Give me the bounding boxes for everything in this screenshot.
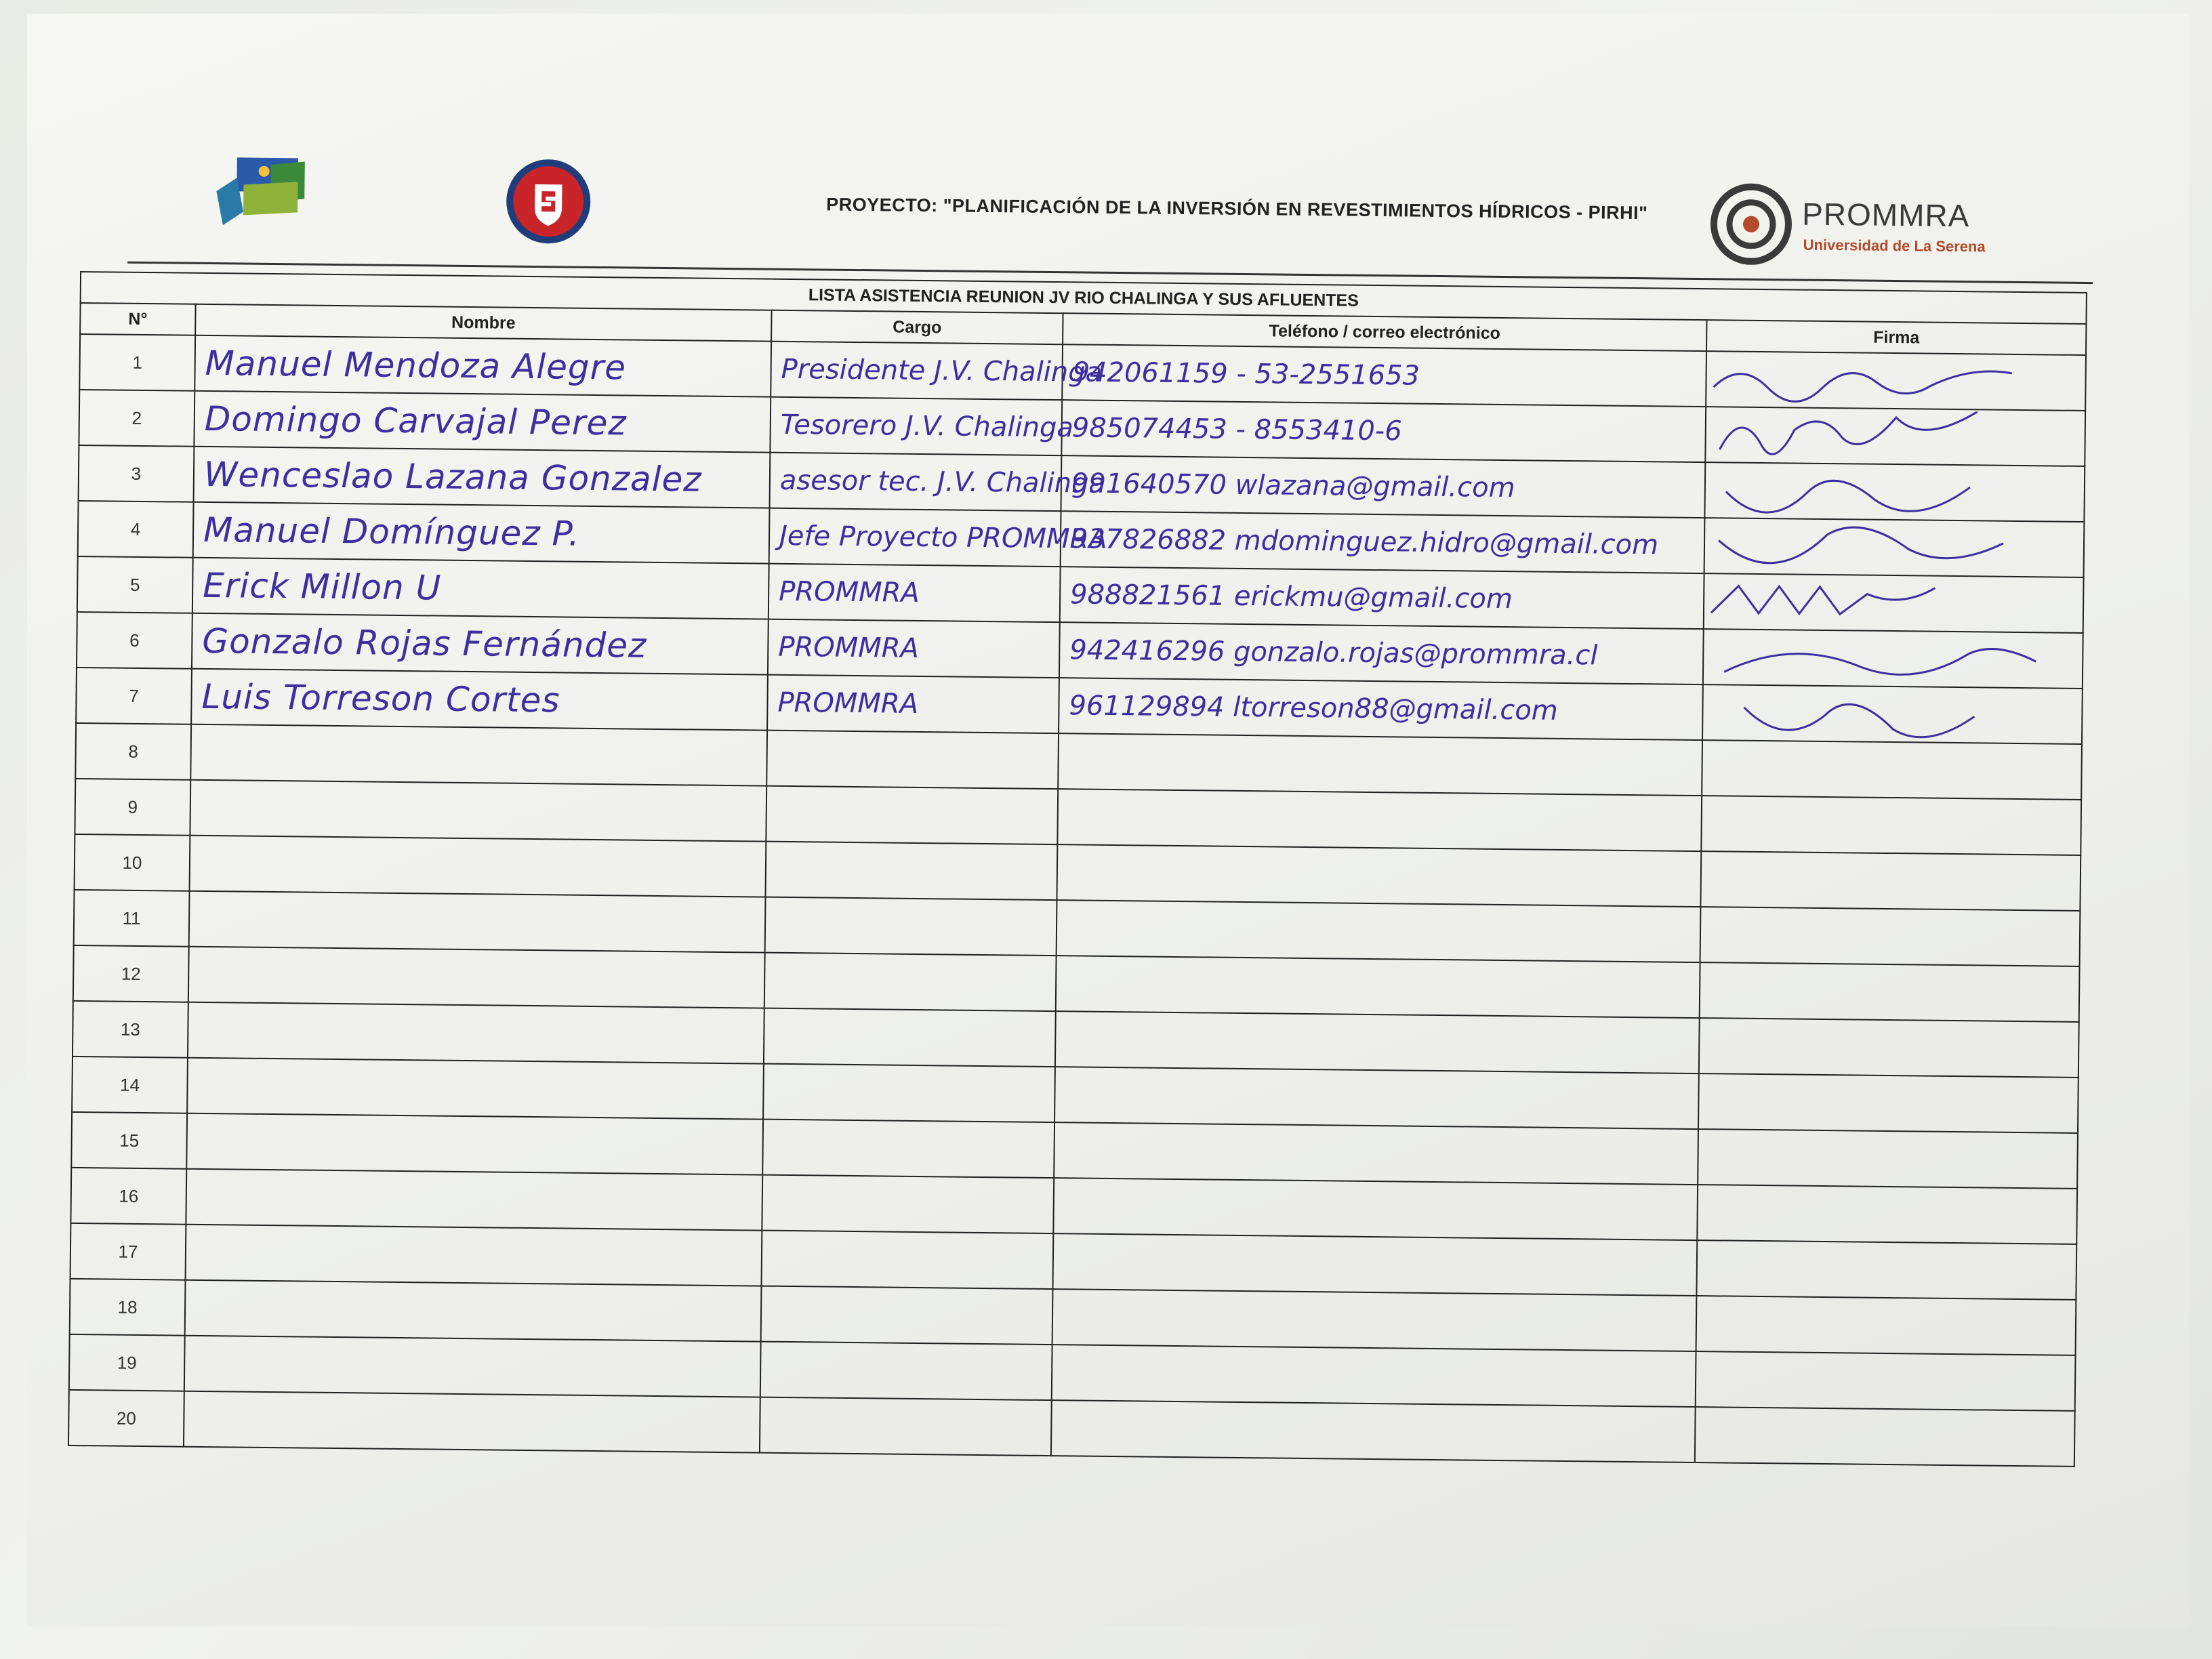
table-title: LISTA ASISTENCIA REUNION JV RIO CHALINGA Y SUS AFLUENTES [81,272,2087,324]
telefono-cell [1059,678,1703,740]
cargo-cell [769,564,1061,622]
telefono-cell [1056,956,1700,1018]
nombre-cell [194,391,771,453]
telefono-cell [1057,900,1701,962]
row-number: 9 [75,779,190,836]
row-number: 7 [76,668,192,724]
cargo-cell [760,1397,1052,1456]
firma-cell [1703,629,2083,689]
telefono-cell [1053,1178,1698,1240]
signature-scribble [1705,520,2072,575]
telefono-cell [1061,511,1705,573]
attendance-form [68,149,2142,1458]
row-number: 11 [74,890,190,947]
project-title: PROYECTO: "PLANIFICACIÓN DE LA INVERSIÓN EN REVESTIMIENTOS HÍDRICOS - PIRHI" [826,194,1648,224]
firma-cell [1696,1296,2076,1355]
nombre-cell [193,502,770,564]
nombre-cell [186,1169,762,1231]
row-number: 15 [71,1112,187,1169]
telefono-cell [1061,455,1705,518]
cargo-cell [765,842,1057,900]
handwritten-telefono: 942416296 gonzalo.rojas@prommra.cl [1069,634,1598,672]
telefono-cell [1057,844,1701,907]
telefono-cell [1061,400,1706,462]
nombre-cell [188,947,765,1008]
nombre-cell [184,1336,761,1397]
cargo-cell [771,342,1103,400]
nombre-cell [194,447,771,508]
column-header-telefono: Teléfono / correo electrónico [1063,313,1706,351]
cargo-cell [769,508,1107,567]
handwritten-nombre: Manuel Mendoza Alegre [205,343,627,388]
telefono-cell [1062,344,1706,407]
nombre-cell [190,780,766,842]
handwritten-telefono: 988821561 erickmu@gmail.com [1069,579,1513,615]
firma-cell [1702,740,2082,800]
cargo-cell [765,897,1057,956]
cargo-cell [761,1231,1053,1289]
cargo-cell [760,1342,1052,1400]
nombre-cell [186,1113,763,1175]
row-number: 3 [79,445,194,502]
attendance-table [68,271,2087,1467]
handwritten-nombre: Erick Millon U [202,565,442,608]
cargo-cell [766,786,1058,844]
column-header-num: N° [80,303,195,335]
cargo-cell [764,1008,1056,1067]
row-number: 10 [75,834,190,891]
firma-cell [1699,1018,2079,1078]
handwritten-nombre: Wenceslao Lazana Gonzalez [203,454,702,499]
firma-cell [1701,796,2081,855]
handwritten-telefono: 961129894 ltorreson88@gmail.com [1069,690,1559,726]
firma-cell [1702,684,2083,744]
handwritten-nombre: Luis Torreson Cortes [201,676,560,720]
signature-scribble [1704,631,2070,687]
handwritten-telefono: 942061159 - 53-2551653 [1072,356,1420,392]
telefono-cell [1052,1345,1696,1407]
cargo-cell [768,619,1060,678]
prommra-logo [1706,180,2019,278]
row-number: 2 [79,390,194,447]
firma-cell [1700,962,2080,1022]
handwritten-telefono: 985074453 - 8553410-6 [1071,412,1402,447]
signature-scribble [1704,575,2071,631]
table-body [68,334,2086,1467]
cargo-cell [767,675,1059,733]
telefono-cell [1051,1400,1696,1462]
nombre-cell [192,613,769,675]
cargo-cell [764,953,1057,1011]
handwritten-nombre: Domingo Carvajal Perez [204,398,627,443]
row-number: 19 [69,1334,185,1391]
nombre-cell [191,669,768,731]
row-number: 5 [77,556,193,613]
firma-cell [1700,907,2081,966]
telefono-cell [1055,1011,1700,1073]
telefono-cell [1054,1067,1699,1129]
column-header-cargo: Cargo [771,310,1063,345]
column-header-nombre: Nombre [195,304,771,342]
telefono-cell [1057,789,1702,851]
handwritten-cargo: Presidente J.V. Chalinga [781,353,1103,388]
firma-cell [1695,1407,2075,1467]
cargo-cell [763,1064,1055,1122]
row-number: 8 [75,723,191,780]
handwritten-cargo: PROMMRA [778,575,920,609]
prommra-name: PROMMRA [1801,196,1970,234]
handwritten-telefono: 991640570 wlazana@gmail.com [1071,468,1515,504]
paper-sheet [27,14,2189,1626]
nombre-cell [186,1225,762,1286]
handwritten-cargo: PROMMRA [777,687,919,720]
row-number: 1 [79,334,195,391]
row-number: 6 [77,612,192,669]
cargo-cell [761,1286,1053,1345]
signature-scribble [1703,687,2070,742]
telefono-cell [1058,733,1702,796]
firma-cell [1698,1073,2078,1133]
telefono-cell [1059,622,1704,684]
handwritten-nombre: Gonzalo Rojas Fernández [202,621,647,665]
nombre-cell [194,335,771,397]
cargo-cell [762,1120,1054,1178]
row-number: 18 [70,1279,186,1336]
firma-cell [1705,407,2085,466]
firma-cell [1696,1240,2076,1300]
row-number: 12 [73,945,189,1002]
firma-cell [1698,1129,2078,1189]
telefono-cell [1060,567,1704,629]
telefono-cell [1052,1233,1697,1296]
nombre-cell [185,1280,762,1342]
form-header [80,149,2142,279]
column-header-firma: Firma [1706,320,2086,355]
row-number: 16 [70,1168,186,1225]
prommra-icon [1706,180,1795,268]
signature-scribble [1705,464,2072,520]
cargo-cell [762,1175,1054,1233]
nombre-cell [190,836,766,897]
nombre-cell [188,1002,764,1064]
handwritten-nombre: Manuel Domínguez P. [203,510,580,554]
row-number: 20 [68,1390,184,1447]
nombre-cell [187,1058,764,1120]
firma-cell [1696,1351,2076,1411]
handwritten-cargo: asesor tec. J.V. Chalinga [779,464,1106,499]
nombre-cell [190,724,767,786]
row-number: 13 [73,1001,188,1058]
firma-cell [1700,851,2081,911]
handwritten-cargo: Tesorero J.V. Chalinga [780,409,1074,444]
telefono-cell [1052,1289,1697,1351]
firma-cell [1704,573,2084,633]
nombre-cell [189,891,766,953]
cargo-cell [770,453,1106,511]
signature-scribble [1706,409,2072,464]
handwritten-cargo: PROMMRA [778,631,920,664]
cargo-cell [770,397,1074,455]
firma-cell [1704,462,2085,522]
row-number: 4 [78,501,194,558]
institution-shield-logo [500,153,596,249]
telefono-cell [1054,1122,1698,1185]
signature-scribble [1706,353,2073,409]
prommra-university: Universidad de La Serena [1803,236,1986,255]
row-number: 17 [70,1223,186,1280]
firma-cell [1704,518,2085,577]
nombre-cell [184,1391,760,1453]
row-number: 14 [72,1057,188,1113]
nombre-cell [192,558,769,619]
handwritten-cargo: Jefe Proyecto PROMMRA [779,520,1107,555]
cargo-cell [766,731,1059,789]
handwritten-telefono: 937826882 mdominguez.hidro@gmail.com [1070,523,1659,561]
firma-cell [1706,351,2086,411]
gobierno-regional-logo [195,150,386,254]
firma-cell [1697,1185,2077,1244]
